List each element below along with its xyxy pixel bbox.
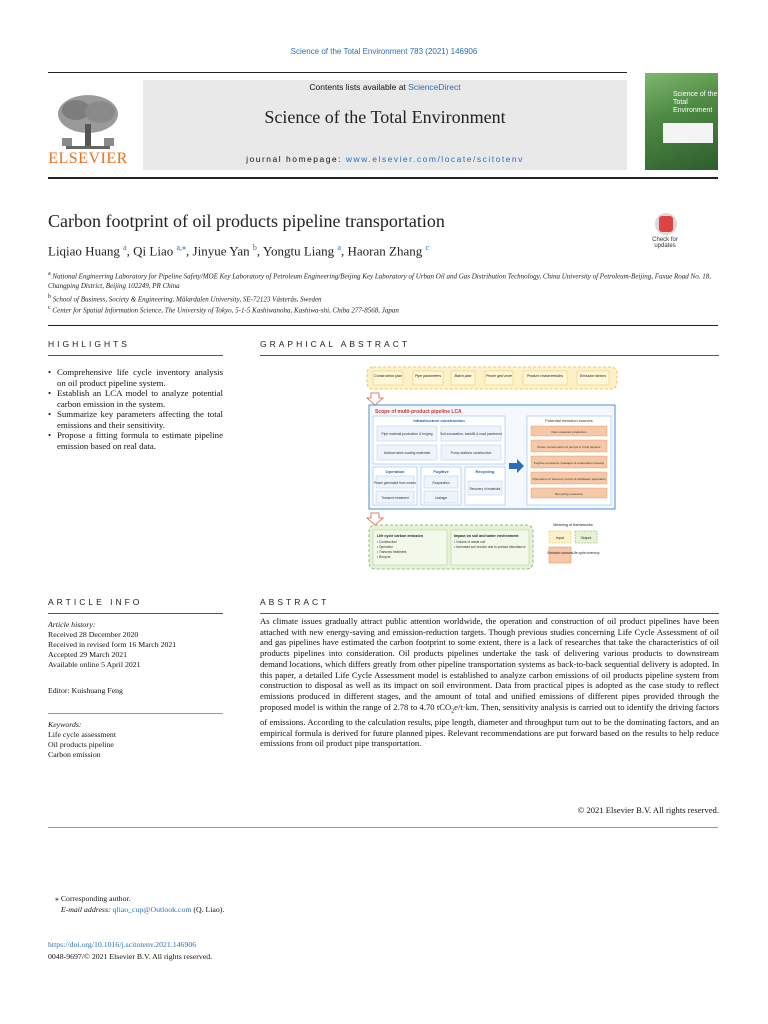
keywords (48, 720, 116, 760)
contents-prefix: Contents lists available at (309, 82, 409, 92)
graphical-abstract-figure[interactable] (365, 363, 620, 571)
ga-legend-output: Output (580, 536, 592, 540)
ga-top-box: Product characteristics (526, 374, 564, 378)
article-title: Carbon footprint of oil products pipeline transportation (48, 211, 445, 231)
history-item: Available online 5 April 2021 (48, 660, 141, 669)
ga-lc-title: Life cycle carbon emission (377, 534, 423, 538)
article-info-rule (48, 613, 223, 614)
header-top-rule (48, 72, 627, 73)
ga-potential-item: Fugitive emissions (leakages & evaporation losses) (533, 461, 605, 465)
ga-potential-item: Raw materials production (551, 430, 587, 434)
ga-infra-item: Pipe material production & forging (381, 432, 433, 436)
abstract-bottom-rule (48, 827, 718, 828)
ga-impact-item: • Volume of waste soil (454, 540, 486, 544)
history-item: Received 28 December 2020 (48, 630, 139, 639)
ga-top-box: Pipe parameters (414, 374, 442, 378)
highlights-list (48, 367, 223, 451)
email-label: E-mail address: (60, 905, 113, 914)
highlight-item: • Establish an LCA model to analyze potential carbon emission in the system. (48, 388, 223, 409)
highlights-heading: HIGHLIGHTS (48, 339, 130, 349)
author-affiliation-mark[interactable]: a (337, 243, 341, 252)
contents-line (143, 82, 627, 92)
abstract-text (260, 616, 719, 749)
affiliation-mark: b (48, 294, 51, 300)
author-list: Liqiao Huang $^a$, Qi Liao $^{a,⁎}$, Jinyue Yan $^b$, Yongtu Liang $^a$, Haoran Zhang $^c$ (48, 243, 430, 259)
ga-fugitive-item: Leakage (434, 496, 448, 500)
ga-down-arrow-1 (367, 393, 383, 405)
ga-operation-title: Operation (385, 469, 405, 474)
abstract-heading: ABSTRACT (260, 597, 330, 607)
article-history (48, 620, 176, 670)
ga-infra-item: Anticorrosive coating materials (383, 451, 431, 455)
ga-potential-item: Operations of transmix pumps & distillation apparatus (532, 477, 606, 481)
author-name: Yongtu Liang (262, 243, 335, 259)
author-name: Liqiao Huang (48, 243, 120, 259)
crossmark-label-1: Check for (652, 237, 678, 243)
keywords-label: Keywords: (48, 720, 82, 729)
ga-top-box: Power grid zone (486, 374, 512, 378)
author-email-link[interactable]: qliao_cup@Outlook.com (112, 905, 192, 914)
author-affiliation-mark[interactable]: c (425, 243, 430, 252)
ga-recycling-title: Recycling (475, 469, 495, 474)
author-affiliation-mark[interactable]: a,⁎ (176, 243, 187, 252)
keyword: Oil products pipeline (48, 740, 114, 749)
highlight-item: • Propose a fitting formula to estimate pipeline emission based on real data. (48, 430, 223, 451)
author-affiliation-mark[interactable]: a (123, 243, 127, 252)
abstract-copyright: © 2021 Elsevier B.V. All rights reserved. (577, 805, 719, 815)
email-suffix: (Q. Liao). (191, 905, 225, 914)
cover-title-1: Science of the (673, 91, 718, 98)
history-item: Accepted 29 March 2021 (48, 650, 128, 659)
abstract-rule (260, 613, 719, 614)
ga-potential-title: Potential emission sources (545, 418, 593, 423)
article-info-heading: ARTICLE INFO (48, 597, 143, 607)
keyword: Carbon emission (48, 750, 101, 759)
highlight-item: • Comprehensive life cycle inventory analysis on oil product pipeline system. (48, 367, 223, 388)
highlights-rule (48, 355, 223, 356)
affiliation (48, 269, 728, 291)
check-for-updates-button[interactable] (647, 213, 683, 253)
graphical-abstract-rule (260, 355, 719, 356)
footer-info (48, 939, 212, 963)
affiliation-text: National Engineering Laboratory for Pipeline Safety/MOE Key Laboratory of Petroleum Engineering/Beijing Key Laboratory of Urban Oil and Gas Distribution Technology, China University of Petroleum-Beijing, Fuxue Road No. 18, Changping District, Beijing 102249, PR China (48, 272, 711, 291)
footnote-marker: ⁎ (55, 894, 59, 903)
ga-operation-item: Power generated from motors (373, 481, 417, 485)
affiliation-mark: a (48, 271, 51, 277)
ga-impact-title: Impact on soil and water environment (454, 534, 519, 538)
abstract-subscript: 2 (451, 708, 455, 715)
journal-citation[interactable]: Science of the Total Environment 783 (2021) 146906 (290, 47, 478, 56)
doi-link[interactable]: https://doi.org/10.1016/j.scitotenv.2021.146906 (48, 940, 197, 949)
header-bottom-rule (48, 177, 718, 179)
ga-potential-item: Recycling measures (555, 492, 583, 496)
ga-lc-item: • Operation (377, 545, 394, 549)
ga-impact-item: • Increased soil erosion due to surface disturbance (454, 545, 526, 549)
ga-potential-item: Power consumption of pumps in trunk pipeline (537, 445, 601, 449)
ga-top-box: Batch plan (454, 374, 472, 378)
journal-homepage (143, 154, 627, 164)
ga-recycling-item: Recovery of materials (469, 487, 501, 491)
abstract-body-1: As climate issues gradually attract public attention worldwide, the operation and construction of oil product pipelines have been attached with new energy-saving and emission-reduction targets. Though previous studies concerning Life Cycle Assessment of oil and gas pipelines have estimated the carbon footprint to some extent, there is a lack of researches that take the characteristics of oil products pipelines into consideration. Oil products pipelines undertake the task of delivering various products to downstream demand locations, which differs greatly from other pipeline transportation systems as back-to-back sequential delivery is adopted. In this paper, a detailed Life Cycle Assessment model is established to analyze carbon emissions of oil products pipeline system from construction to disposal as well as its impact on soil environment. Data from practical pipes is adopted as the case study to reflect emissions produced in different stages, and the amount of total and unified emissions of different pipes provided through the proposed model is within the range of 2.78 to 4.70 tCO (260, 616, 719, 712)
ga-infra-item: Soil excavation, backfill & road pavement (440, 432, 502, 436)
ga-top-box: Construction plan (374, 374, 402, 378)
ga-down-arrow-2 (367, 513, 383, 525)
section-divider (48, 325, 718, 326)
journal-title: Science of the Total Environment (264, 107, 506, 127)
author-name: Qi Liao (133, 243, 174, 259)
sciencedirect-link[interactable]: ScienceDirect (408, 82, 461, 92)
highlight-item: • Summarize key parameters affecting the total emissions and their sensitivity. (48, 409, 223, 430)
ga-legend-inventory: Life cycle inventory (572, 551, 600, 555)
affiliation-mark: c (48, 305, 51, 311)
keyword: Life cycle assessment (48, 730, 116, 739)
crossmark-label-2: updates (654, 243, 676, 249)
homepage-prefix: journal homepage: (246, 154, 346, 164)
affiliation (48, 303, 728, 315)
ga-scope-title: Scope of multi-product pipeline LCA (375, 409, 462, 415)
ga-lc-item: • Transmix treatment (377, 550, 407, 554)
history-label: Article history: (48, 620, 96, 629)
author-name: Haoran Zhang (347, 243, 423, 259)
ga-legend-title: Meaning of frameworks (553, 523, 593, 527)
ga-fugitive-title: Fugitive (433, 469, 449, 474)
editor-line: Editor: Kuishuang Feng (48, 686, 123, 695)
corresponding-author-label: Corresponding author. (60, 894, 131, 903)
abstract-body-2: e/t·km. Then, sensitivity analysis is carried out to identify the driving factors of emissions. According to the calculation results, pipe length, diameter and throughput turn out to be the dominating factors, and an empirical formula is derived for future planned pipes. Relevant recommendations are put forward based on the results to help reduce emissions from oil product pipe transportation. (260, 701, 719, 749)
ga-infra-title: Infrastructure construction (413, 418, 465, 423)
ga-operation-item: Transmix treatment (381, 496, 409, 500)
ga-fugitive-item: Evaporation (432, 481, 450, 485)
cover-title-2: Total Environment (673, 99, 713, 114)
ga-lc-item: • Recycle (377, 555, 391, 559)
affiliation-text: Center for Spatial Information Science, The University of Tokyo, 5-1-5 Kashiwanoha, Kashiwa-shi, Chiba 277-8568, Japan (52, 306, 399, 315)
history-item: Received in revised form 16 March 2021 (48, 640, 177, 649)
graphical-abstract-heading: GRAPHICAL ABSTRACT (260, 339, 411, 349)
affiliation-text: School of Business, Society & Engineering, Mälardalen University, SE-72123 Västerås, Sweden (52, 295, 322, 304)
author-affiliation-mark[interactable]: b (252, 243, 257, 252)
ga-legend-sources: Emission sources (547, 551, 573, 555)
elsevier-wordmark: ELSEVIER (48, 150, 128, 167)
issn-line: 0048-9697/© 2021 Elsevier B.V. All rights reserved. (48, 952, 213, 961)
homepage-link[interactable]: www.elsevier.com/locate/scitotenv (345, 154, 524, 164)
corresponding-footnote (55, 893, 224, 915)
ga-lc-item: • Construction (377, 540, 397, 544)
author-name: Jinyue Yan (192, 243, 250, 259)
journal-cover-thumbnail[interactable] (645, 73, 718, 170)
ga-legend-input: Input (556, 536, 564, 540)
keywords-rule (48, 713, 223, 714)
ga-infra-item: Pump stations construction (450, 451, 492, 455)
ga-top-box: Emission factors (579, 374, 607, 378)
